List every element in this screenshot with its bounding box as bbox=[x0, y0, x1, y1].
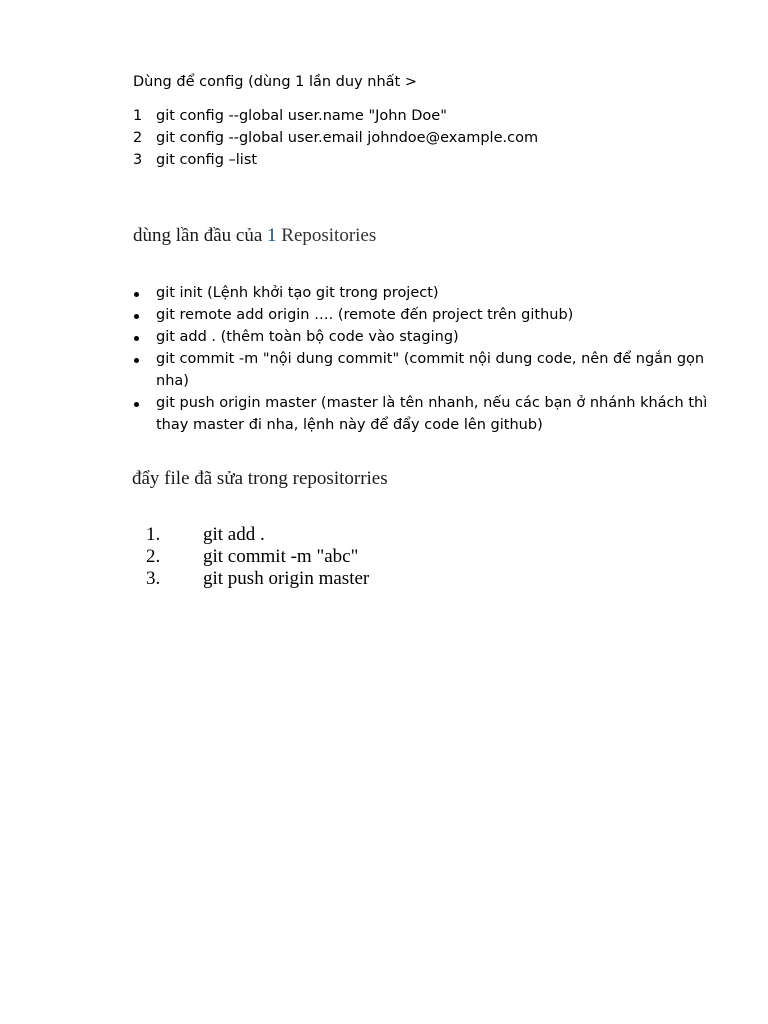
step-item bbox=[146, 524, 369, 546]
push-edited-files-heading: đẩy file đã sửa trong repositorries bbox=[132, 468, 388, 489]
config-command-list bbox=[133, 105, 538, 171]
bullet-item bbox=[133, 392, 708, 436]
first-use-bullet-list bbox=[133, 282, 708, 436]
bullet-text: git commit -m "nội dung commit" (commit nội dung code, nên để ngắn gọn nha) bbox=[156, 351, 705, 389]
line-number: 3 bbox=[133, 152, 143, 168]
line-number: 1 bbox=[133, 108, 143, 124]
heading-suffix: Repositories bbox=[276, 225, 377, 246]
step-number: 1. bbox=[146, 524, 161, 545]
heading-prefix: dùng lần đầu của bbox=[133, 225, 268, 246]
bullet-item bbox=[133, 304, 708, 326]
bullet-item bbox=[133, 348, 708, 392]
heading-number: 1 bbox=[267, 225, 277, 246]
bullet-icon bbox=[133, 326, 156, 348]
bullet-text: git add . (thêm toàn bộ code vào staging) bbox=[156, 329, 459, 345]
bullet-icon bbox=[133, 304, 156, 326]
command-text: git config --global user.name "John Doe" bbox=[156, 108, 447, 124]
step-item bbox=[146, 546, 369, 568]
command-text: git config –list bbox=[156, 152, 258, 168]
bullet-text: git push origin master (master là tên nhanh, nếu các bạn ở nhánh khách thì thay master đi nha, lệnh này để đẩy code lên github) bbox=[156, 395, 708, 433]
config-command-item bbox=[133, 149, 538, 171]
step-text: git add . bbox=[203, 524, 265, 545]
bullet-text: git remote add origin …. (remote đến project trên github) bbox=[156, 307, 574, 323]
first-use-heading bbox=[133, 223, 376, 249]
bullet-text: git init (Lệnh khởi tạo git trong project) bbox=[156, 285, 439, 301]
config-command-item bbox=[133, 105, 538, 127]
step-number: 2. bbox=[146, 546, 161, 567]
step-text: git push origin master bbox=[203, 568, 370, 589]
push-steps-list bbox=[146, 524, 369, 590]
bullet-icon bbox=[133, 392, 156, 414]
config-command-item bbox=[133, 127, 538, 149]
line-number: 2 bbox=[133, 130, 143, 146]
bullet-item bbox=[133, 282, 708, 304]
command-text: git config --global user.email johndoe@example.com bbox=[156, 130, 539, 146]
step-text: git commit -m "abc" bbox=[203, 546, 359, 567]
step-item bbox=[146, 568, 369, 590]
bullet-item bbox=[133, 326, 708, 348]
bullet-icon bbox=[133, 282, 156, 304]
intro-text: Dùng để config (dùng 1 lần duy nhất > bbox=[133, 74, 417, 90]
step-number: 3. bbox=[146, 568, 161, 589]
bullet-icon bbox=[133, 348, 156, 370]
